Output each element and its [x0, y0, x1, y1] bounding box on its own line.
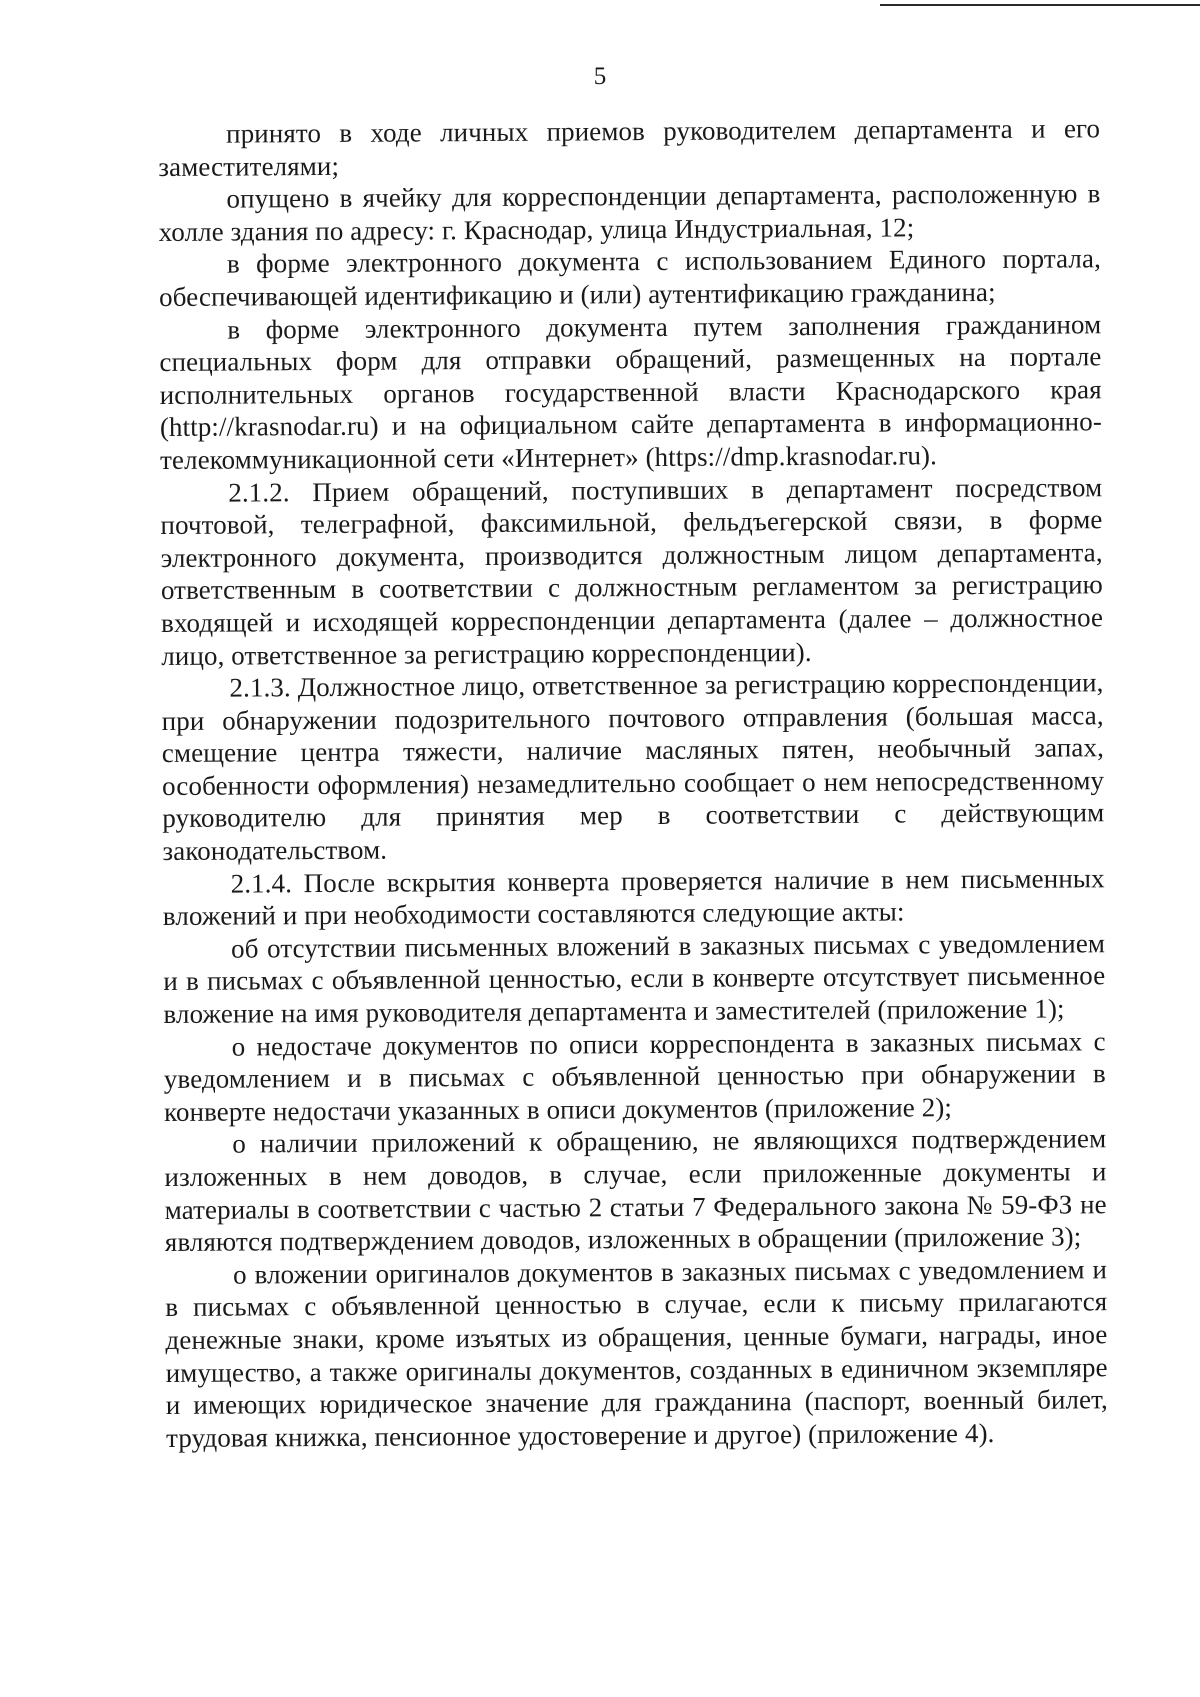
document-body	[158, 112, 1108, 1454]
page-number: 5	[593, 63, 607, 90]
paragraph: о вложении оригиналов документов в заказных письмах с уведомлением и в письмах с объявленной ценностью в случае, если к письму прилагаются денежные знаки, кроме изъятых из обращения, ценные бумаги, награды, иное имущество, а также оригиналы документов, созданных в единичном экземпляре и имеющих юридическое значение для гражданина (паспорт, военный билет, трудовая книжка, пенсионное удостоверение и другое) (приложение 4).	[165, 1254, 1108, 1453]
paragraph: 2.1.3. Должностное лицо, ответственное за регистрацию корреспонденции, при обнаружении подозрительного почтового отправления (большая масса, смещение центра тяжести, наличие масляных пятен, необычный запах, особенности оформления) незамедлительно сообщает о нем непосредственному руководителю для принятия мер в соответствии с действующим законодательством.	[161, 667, 1105, 867]
paragraph: 2.1.2. Прием обращений, поступивших в департамент посредством почтовой, телеграфной, факсимильной, фельдъегерской связи, в форме электронного документа, производится должностным лицом департамента, ответственным в соответствии с должностным регламентом за регистрацию входящей и исходящей корреспонденции департамента (далее – должностное лицо, ответственное за регистрацию корреспонденции).	[160, 471, 1104, 671]
paragraph: принято в ходе личных приемов руководителем департамента и его заместителями;	[158, 113, 1101, 182]
paragraph: о недостаче документов по описи корреспондента в заказных письмах с уведомлением и в письмах с объявленной ценностью при обнаружении в конверте недостачи указанных в описи документов (приложение 2);	[163, 1025, 1106, 1127]
paragraph: в форме электронного документа путем заполнения гражданином специальных форм для отправки обращений, размещенных на портале исполнительных органов государственной власти Краснодарского края (http://krasnodar.ru) и на официальном сайте департамента в информационно-телекоммуникационной сети «Интернет» (https://dmp.krasnodar.ru).	[159, 308, 1102, 475]
paragraph: об отсутствии письменных вложений в заказных письмах с уведомлением и в письмах с объявленной ценностью, если в конверте отсутствует письменное вложение на имя руководителя департамента и заместителей (приложение 1);	[163, 928, 1106, 1030]
paragraph: 2.1.4. После вскрытия конверта проверяется наличие в нем письменных вложений и при необходимости составляются следующие акты:	[162, 862, 1105, 932]
paragraph: в форме электронного документа с использованием Единого портала, обеспечивающей идентификацию и (или) аутентификацию гражданина;	[159, 243, 1101, 312]
paragraph: опущено в ячейку для корреспонденции департамента, расположенную в холле здания по адресу: г. Краснодар, улица Индустриальная, 12;	[158, 178, 1101, 247]
paragraph: о наличии приложений к обращению, не являющихся подтверждением изложенных в нем доводов, в случае, если приложенные документы и материалы в соответствии с частью 2 статьи 7 Федерального закона № 59-ФЗ не являются подтверждением доводов, изложенных в обращении (приложение 3);	[164, 1123, 1107, 1258]
scan-edge-line	[880, 4, 1200, 6]
